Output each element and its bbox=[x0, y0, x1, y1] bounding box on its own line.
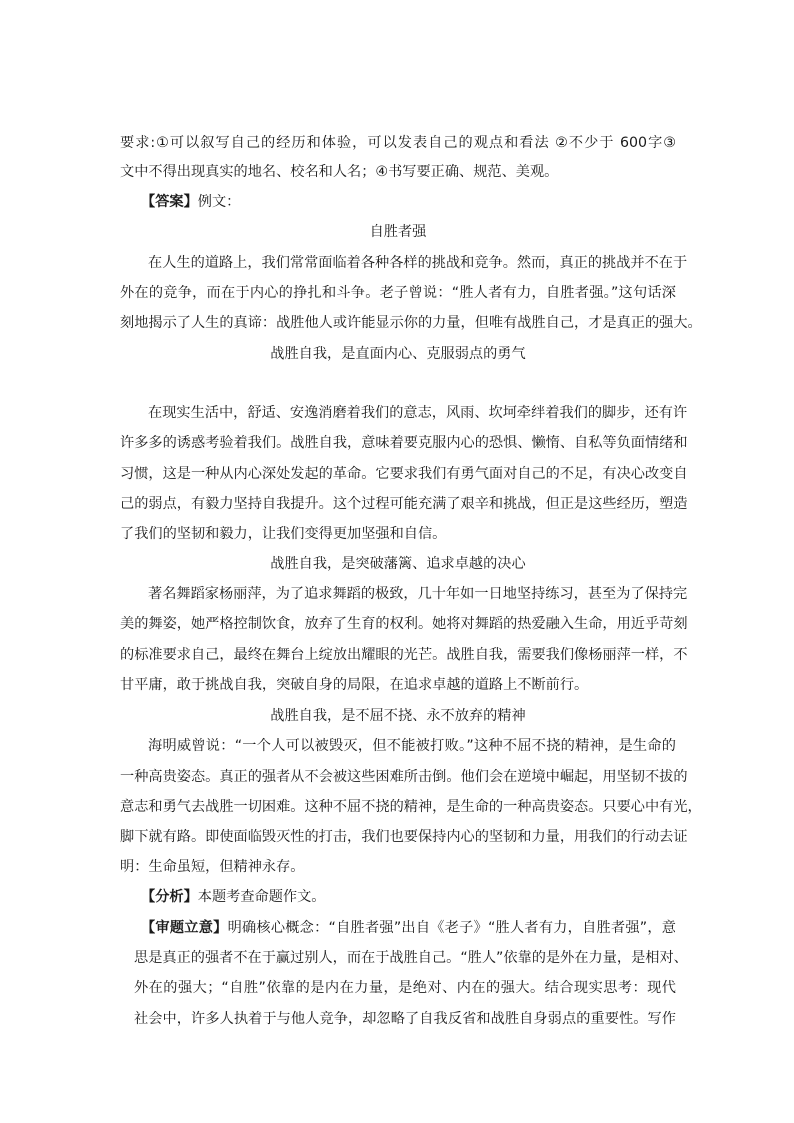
intent-line-1 bbox=[141, 918, 676, 938]
para2-line-1: 在现实生活中，舒适、安逸消磨着我们的意志，风雨、坎坷牵绊着我们的脚步，还有许 bbox=[148, 405, 688, 421]
intent-tag: 【审题立意】 bbox=[141, 920, 228, 936]
para2-line-2: 许多多的诱惑考验着我们。战胜自我，意味着要克服内心的恐惧、懒惰、自私等负面情绪和 bbox=[120, 435, 688, 451]
para1-line-2: 外在的竞争，而在于内心的挣扎和斗争。老子曾说：“胜人者有力，自胜者强。”这句话深 bbox=[120, 285, 676, 301]
intent-line-3: 外在的强大；“自胜”依靠的是内在力量，是绝对、内在的强大。结合现实思考：现代 bbox=[134, 980, 676, 996]
para1-line-1: 在人生的道路上，我们常常面临着各种各样的挑战和竞争。然而，真正的挑战并不在于 bbox=[148, 255, 688, 271]
para3-line-4: 甘平庸，敢于挑战自我，突破自身的局限，在追求卓越的道路上不断前行。 bbox=[120, 677, 589, 693]
analysis-tag: 【分析】 bbox=[141, 889, 198, 905]
requirements-line-2: 文中不得出现真实的地名、校名和人名；④书写要正确、规范、美观。 bbox=[120, 164, 559, 180]
para3-line-1: 著名舞蹈家杨丽萍，为了追求舞蹈的极致，几十年如一日地坚持练习，甚至为了保持完 bbox=[148, 586, 688, 602]
intent-line-2: 思是真正的强者不在于赢过别人，而在于战胜自己。“胜人”依靠的是外在力量，是相对、 bbox=[134, 950, 688, 966]
para3-line-2: 美的舞姿，她严格控制饮食，放弃了生育的权利。她将对舞蹈的热爱融入生命，用近乎苛刻 bbox=[120, 616, 688, 632]
para4-line-1: 海明威曾说：“一个人可以被毁灭，但不能被打败。”这种不屈不挠的精神，是生命的 bbox=[148, 738, 676, 754]
para2-line-4: 己的弱点，有毅力坚持自我提升。这个过程可能充满了艰辛和挑战，但正是这些经历，塑造 bbox=[120, 496, 688, 512]
para2-line-5: 了我们的坚韧和毅力，让我们变得更加坚强和自信。 bbox=[120, 526, 447, 542]
analysis-line bbox=[141, 887, 697, 907]
answer-tag: 【答案】 bbox=[141, 194, 198, 210]
section-heading-3: 战胜自我，是不屈不挠、永不放弃的精神 bbox=[270, 708, 526, 724]
para3-line-3: 的标准要求自己，最终在舞台上绽放出耀眼的光芒。战胜自我，需要我们像杨丽萍一样，不 bbox=[120, 647, 688, 663]
para4-line-2: 一种高贵姿态。真正的强者从不会被这些困难所击倒。他们会在逆境中崛起，用坚韧不拔的 bbox=[120, 769, 688, 785]
para4-line-3: 意志和勇气去战胜一切困难。这种不屈不挠的精神，是生命的一种高贵姿态。只要心中有光， bbox=[120, 799, 702, 815]
para1-line-3: 刻地揭示了人生的真谛：战胜他人或许能显示你的力量，但唯有战胜自己，才是真正的强大。 bbox=[120, 315, 702, 331]
answer-label bbox=[141, 192, 697, 212]
section-heading-2: 战胜自我，是突破藩篱、追求卓越的决心 bbox=[270, 556, 526, 572]
analysis-text: 本题考查命题作文。 bbox=[197, 889, 326, 905]
para4-line-4: 脚下就有路。即使面临毁灭性的打击，我们也要保持内心的坚韧和力量，用我们的行动去证 bbox=[120, 829, 688, 845]
intent-line-4: 社会中，许多人执着于与他人竞争，却忽略了自我反省和战胜自身弱点的重要性。写作 bbox=[134, 1011, 676, 1027]
para2-line-3: 习惯，这是一种从内心深处发起的革命。它要求我们有勇气面对自己的不足，有决心改变自 bbox=[120, 466, 688, 482]
answer-text: 例文： bbox=[197, 194, 241, 210]
essay-title: 自胜者强 bbox=[369, 224, 427, 240]
para4-line-5: 明：生命虽短，但精神永存。 bbox=[120, 859, 305, 875]
intent-text-1: 明确核心概念：“自胜者强”出自《老子》“胜人者有力，自胜者强”，意 bbox=[227, 920, 676, 936]
requirements-line-1: 要求:①可以叙写自己的经历和体验，可以发表自己的观点和看法 ②不少于 600字③ bbox=[120, 135, 676, 151]
section-heading-1: 战胜自我，是直面内心、克服弱点的勇气 bbox=[270, 346, 526, 362]
